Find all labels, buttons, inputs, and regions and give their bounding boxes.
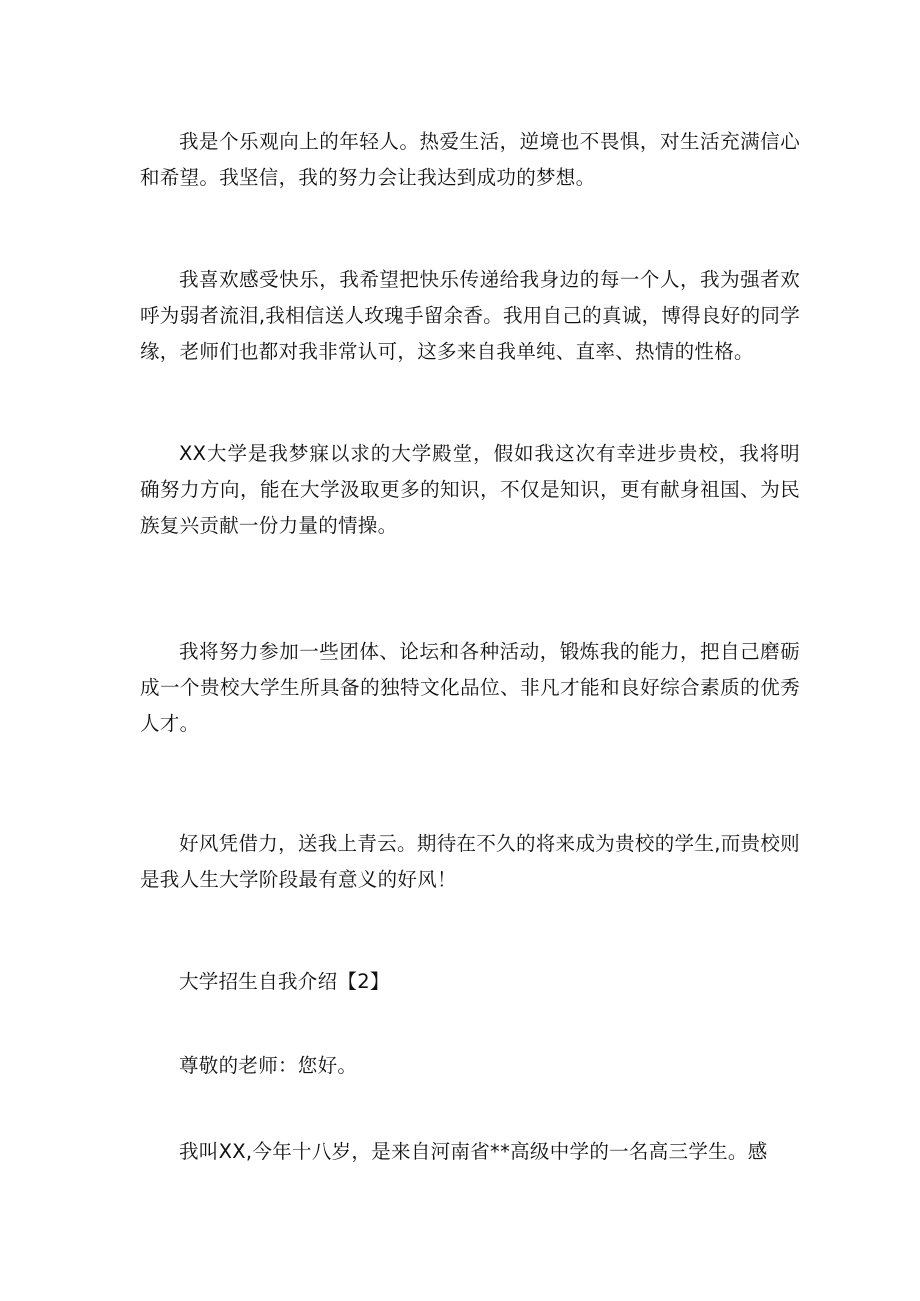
- paragraph-closing: 好风凭借力，送我上青云。期待在不久的将来成为贵校的学生,而贵校则是我人生大学阶段最有意义的好风！: [140, 832, 800, 891]
- paragraph-university-goal: XX大学是我梦寐以求的大学殿堂，假如我这次有幸进步贵校，我将明确努力方向，能在大学汲取更多的知识，不仅是知识，更有献身祖国、为民族复兴贡献一份力量的情操。: [140, 442, 800, 537]
- paragraph-happiness: 我喜欢感受快乐，我希望把快乐传递给我身边的每一个人，我为强者欢呼为弱者流泪,我相信送人玫瑰手留余香。我用自己的真诚，博得良好的同学缘，老师们也都对我非常认可，这多来自我单纯、直率、热情的性格。: [140, 268, 800, 363]
- greeting: 尊敬的老师：您好。: [179, 1054, 358, 1077]
- paragraph-activities: 我将努力参加一些团体、论坛和各种活动，锻炼我的能力，把自己磨砺成一个贵校大学生所具备的独特文化品位、非凡才能和良好综合素质的优秀人才。: [140, 640, 800, 735]
- paragraph-optimism: 我是个乐观向上的年轻人。热爱生活，逆境也不畏惧，对生活充满信心和希望。我坚信，我的努力会让我达到成功的梦想。: [140, 130, 800, 189]
- intro-line: 我叫XX,今年十八岁，是来自河南省**高级中学的一名高三学生。感: [179, 1140, 768, 1163]
- section-heading: 大学招生自我介绍【2】: [179, 970, 390, 993]
